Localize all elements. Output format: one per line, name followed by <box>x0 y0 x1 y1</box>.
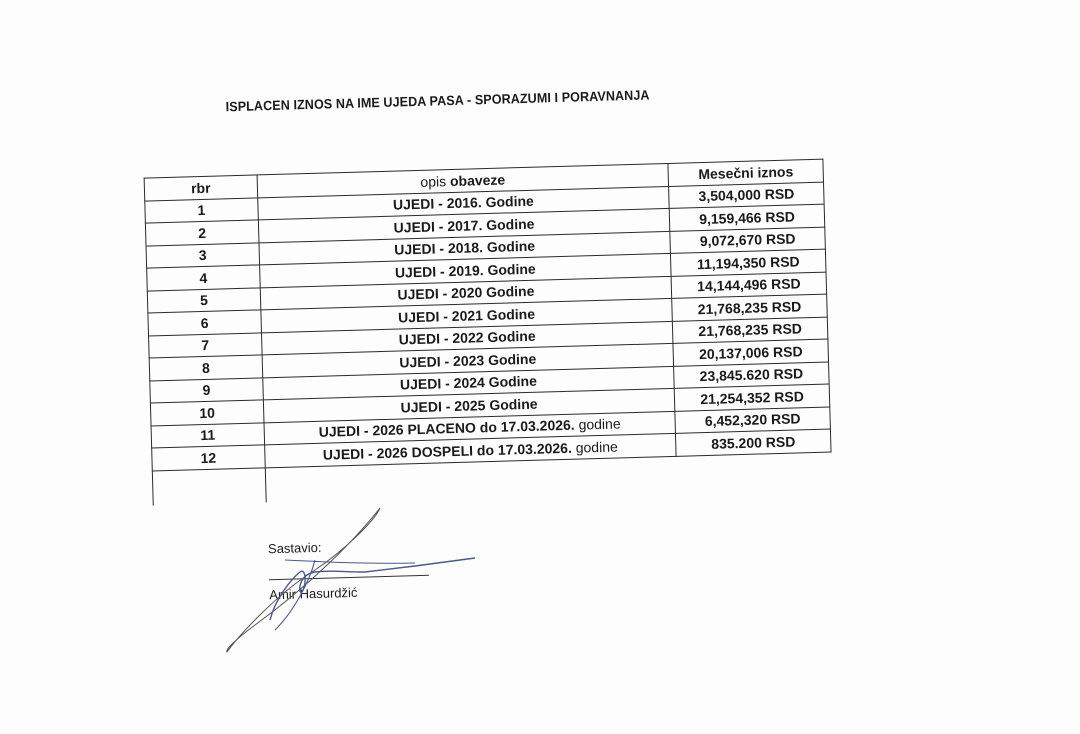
cell-rbr: 11 <box>151 422 264 448</box>
payments-table <box>144 159 833 505</box>
cell-rbr: 5 <box>147 287 260 313</box>
cell-rbr: 2 <box>145 220 258 246</box>
cell-opis: UJEDI - 2019. Godine <box>259 253 671 287</box>
cell-opis: UJEDI - 2020 Godine <box>260 276 672 310</box>
cell-opis: UJEDI - 2023 Godine <box>262 343 674 377</box>
cell-opis: UJEDI - 2025 Godine <box>263 388 675 422</box>
cell-rbr: 8 <box>149 355 262 381</box>
cell-rbr: 10 <box>150 400 263 426</box>
header-iznos: Mesečni iznos <box>668 159 823 186</box>
cell-iznos: 9,072,670 RSD <box>670 227 825 254</box>
document-title: ISPLACEN IZNOS NA IME UJEDA PASA - SPORAZUMI I PORAVNANJA <box>225 87 650 115</box>
cell-opis: UJEDI - 2024 Godine <box>263 366 675 400</box>
cell-iznos: 9,159,466 RSD <box>669 204 824 231</box>
cell-opis: UJEDI - 2018. Godine <box>259 231 671 265</box>
cell-rbr: 7 <box>149 332 262 358</box>
signature-label: Sastavio: <box>267 539 322 557</box>
cell-iznos: 11,194,350 RSD <box>671 249 826 276</box>
signatory-name: Amir Hasurdžić <box>269 584 358 603</box>
header-rbr: rbr <box>144 175 257 201</box>
header-opis: opis obaveze <box>257 163 669 197</box>
cell-iznos: 21,254,352 RSD <box>674 384 829 411</box>
signature-stroke <box>275 560 415 630</box>
cell-rbr: 4 <box>147 265 260 291</box>
cell-rbr: 12 <box>152 445 265 471</box>
cell-iznos: 14,144,496 RSD <box>671 272 826 299</box>
cell-iznos: 23,845.620 RSD <box>674 362 829 389</box>
handwritten-signature <box>215 500 495 660</box>
cell-opis: UJEDI - 2021 Godine <box>261 298 673 332</box>
cell-rbr: 9 <box>150 377 263 403</box>
cell-opis: UJEDI - 2026 PLACENO do 17.03.2026. godine <box>264 411 676 445</box>
cell-rbr: 1 <box>145 197 258 223</box>
empty-cell <box>676 452 832 491</box>
cell-rbr: 3 <box>146 242 259 268</box>
cell-iznos: 21,768,235 RSD <box>672 294 827 321</box>
cell-opis: UJEDI - 2026 DOSPELI do 17.03.2026. godine <box>264 433 676 467</box>
signature-stroke <box>227 508 380 652</box>
cell-opis: UJEDI - 2022 Godine <box>261 321 673 355</box>
cell-rbr: 6 <box>148 310 261 336</box>
cell-iznos: 3,504,000 RSD <box>669 182 824 209</box>
cell-opis: UJEDI - 2017. Godine <box>258 208 670 242</box>
cell-iznos: 6,452,320 RSD <box>675 407 830 434</box>
cell-iznos: 20,137,006 RSD <box>673 339 828 366</box>
cell-iznos: 835.200 RSD <box>676 429 831 456</box>
cell-iznos: 21,768,235 RSD <box>672 317 827 344</box>
cell-opis: UJEDI - 2016. Godine <box>258 186 670 220</box>
